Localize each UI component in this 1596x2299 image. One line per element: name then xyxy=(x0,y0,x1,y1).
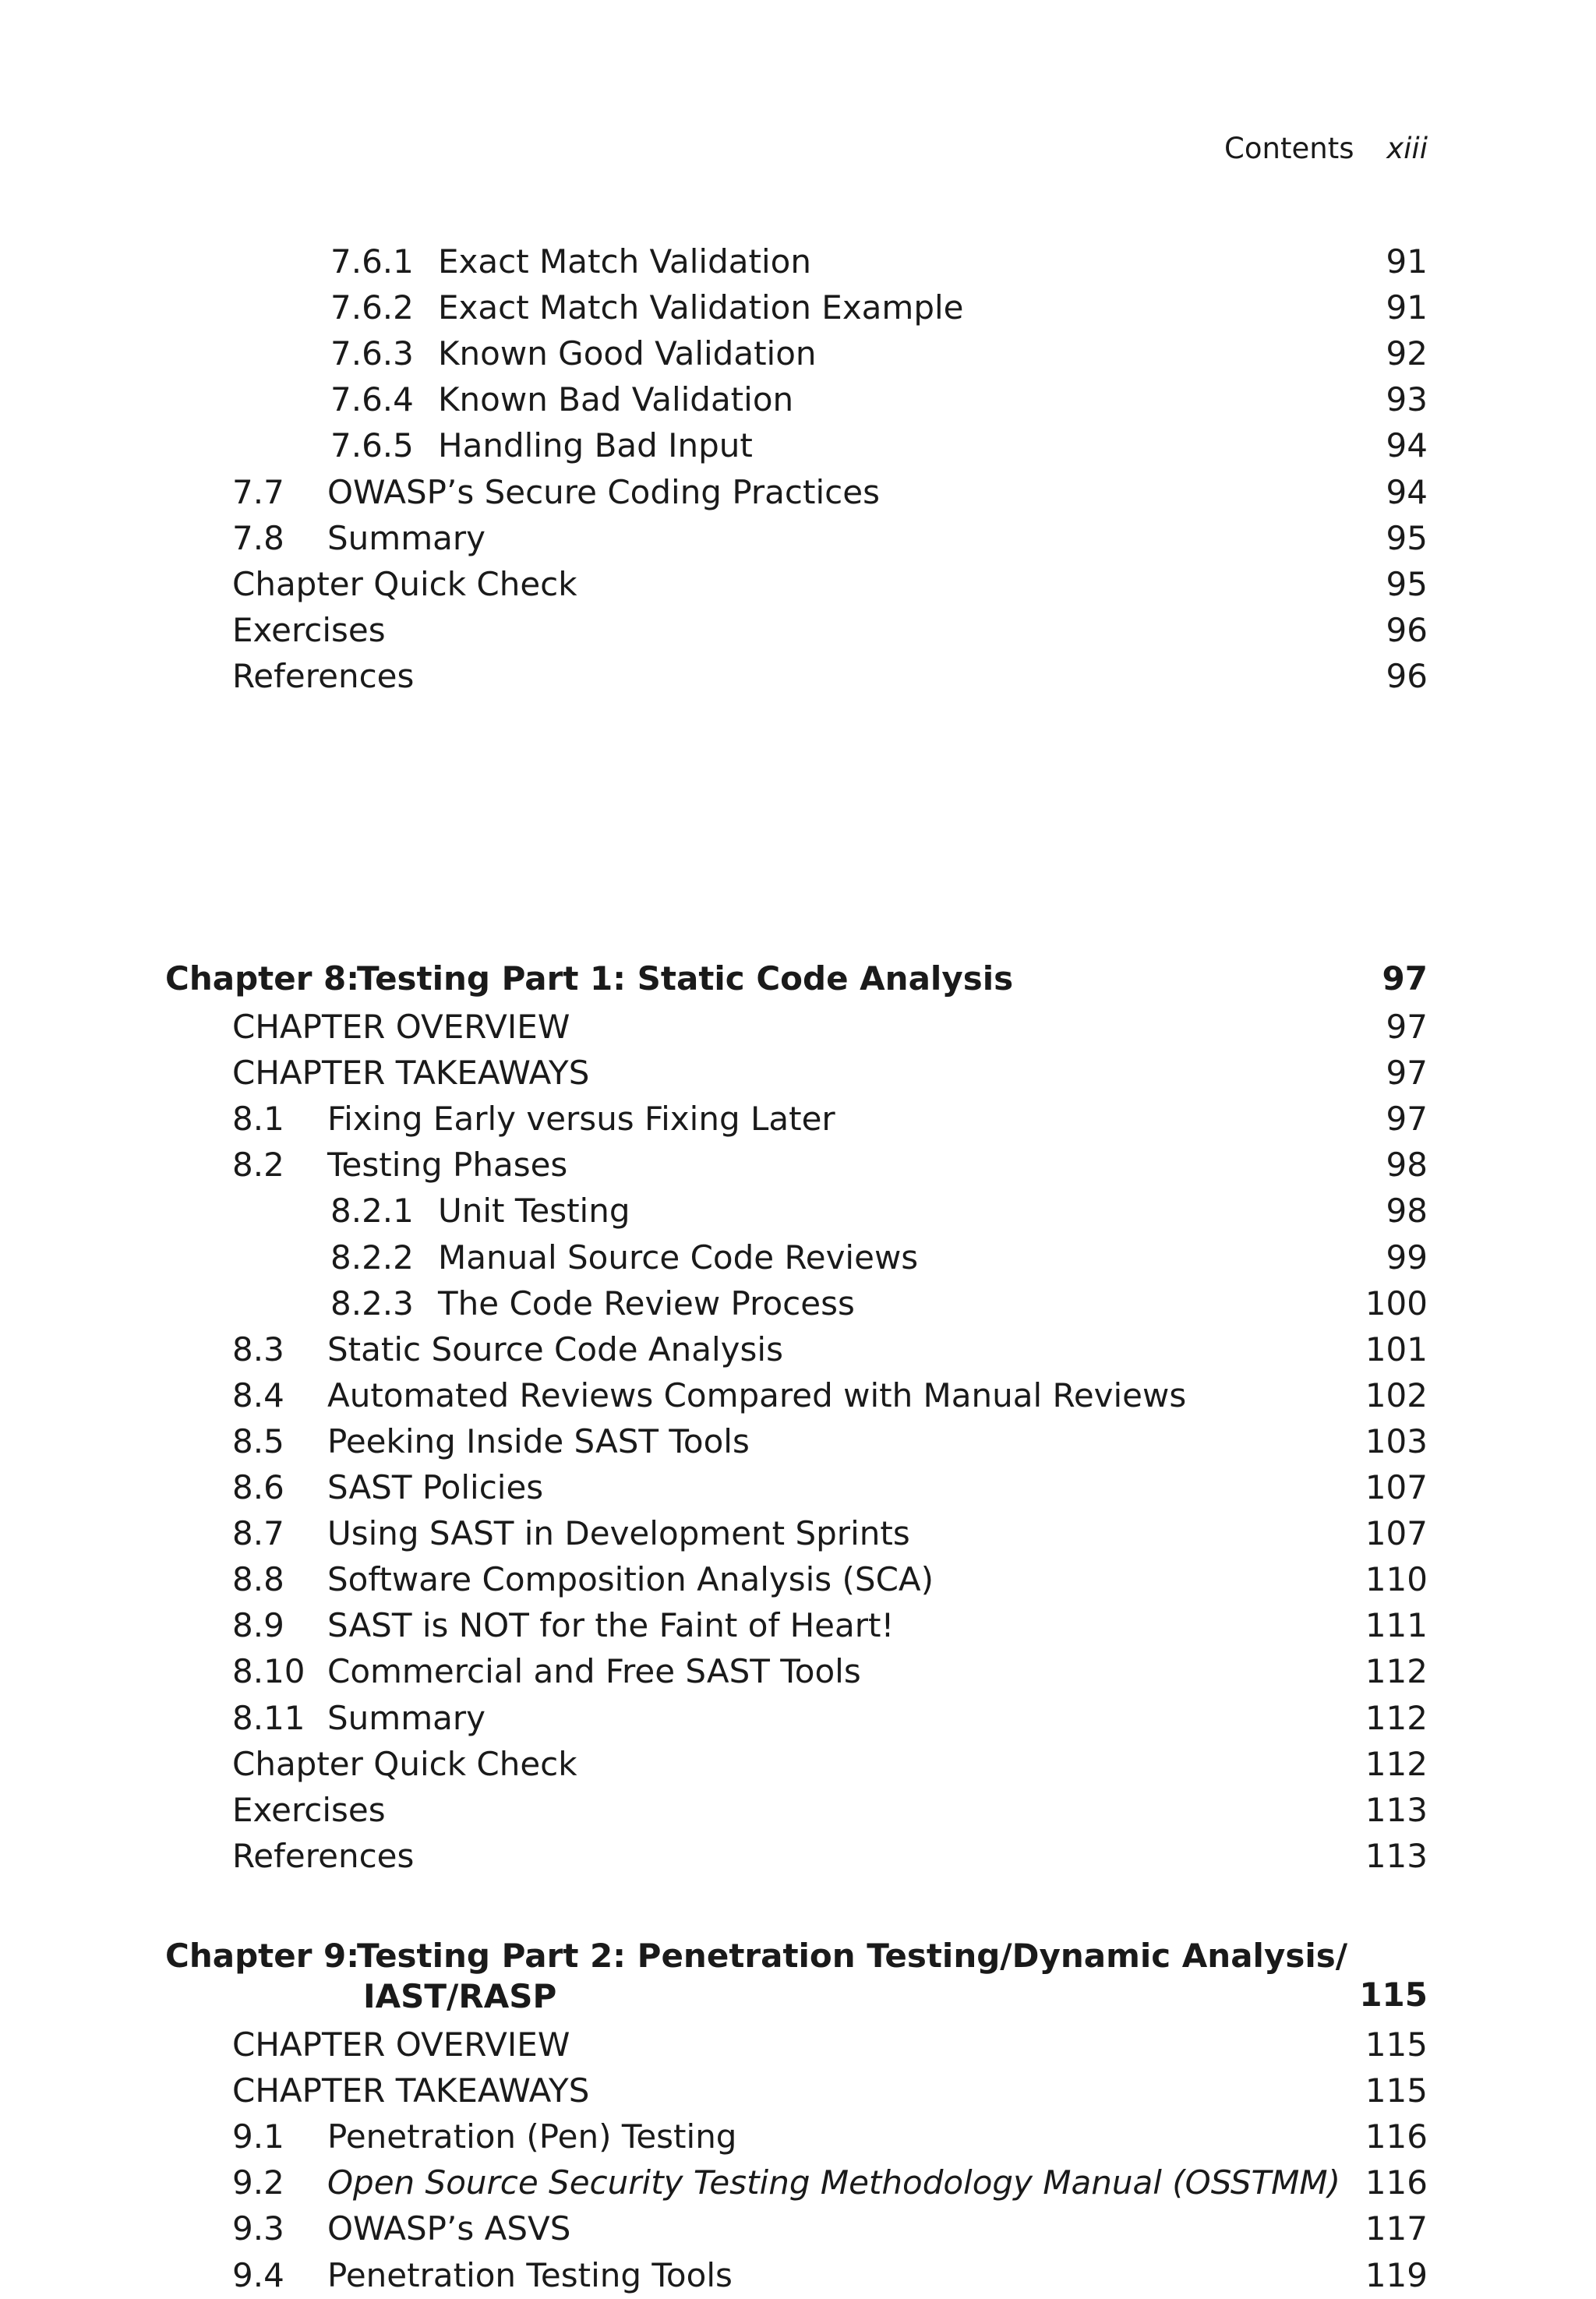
section-title: References xyxy=(232,657,415,695)
section-page-number: 96 xyxy=(1386,657,1428,695)
toc-entry-exercises[interactable] xyxy=(0,1787,1596,1834)
section-page-number: 113 xyxy=(1365,1791,1428,1829)
section-title: CHAPTER OVERVIEW xyxy=(232,2025,570,2064)
toc-entry-8-5-peeking-inside-sast-tools[interactable] xyxy=(0,1418,1596,1465)
toc-entry-chapter-quick-check[interactable] xyxy=(0,1741,1596,1788)
section-page-number: 107 xyxy=(1365,1468,1428,1506)
toc-entry-9-4-penetration-testing-tools[interactable] xyxy=(0,2252,1596,2299)
section-page-number: 115 xyxy=(1365,2025,1428,2064)
section-number: 8.8 xyxy=(232,1560,284,1598)
toc-entry-7-6-5-handling-bad-input[interactable] xyxy=(0,422,1596,469)
section-page-number: 107 xyxy=(1365,1514,1428,1552)
section-page-number: 93 xyxy=(1386,380,1428,418)
section-number: 9.4 xyxy=(232,2256,284,2294)
section-page-number: 102 xyxy=(1365,1376,1428,1414)
section-number: 8.2.1 xyxy=(330,1192,414,1230)
toc-entry-9-1-penetration-pen-testing[interactable] xyxy=(0,2114,1596,2160)
section-title: OWASP’s Secure Coding Practices xyxy=(327,473,880,511)
section-number: 7.6.5 xyxy=(330,426,414,464)
toc-entry-9-3-owasp-s-asvs[interactable] xyxy=(0,2205,1596,2252)
running-header-title: Contents xyxy=(1224,132,1354,165)
toc-entry-7-6-2-exact-match-validation-example[interactable] xyxy=(0,284,1596,331)
section-title: Exact Match Validation Example xyxy=(438,288,964,327)
section-page-number: 97 xyxy=(1386,1054,1428,1092)
section-page-number: 112 xyxy=(1365,1652,1428,1690)
toc-entry-9-2-open-source-security-testing-methodology-manual-osstmm[interactable] xyxy=(0,2160,1596,2206)
section-title: SAST is NOT for the Faint of Heart! xyxy=(327,1606,895,1644)
toc-entry-8-8-software-composition-analysis-sca[interactable] xyxy=(0,1556,1596,1603)
section-page-number: 94 xyxy=(1386,426,1428,464)
toc-entry-7-6-4-known-bad-validation[interactable] xyxy=(0,376,1596,423)
section-title: CHAPTER TAKEAWAYS xyxy=(232,1054,590,1092)
section-page-number: 98 xyxy=(1386,1146,1428,1184)
toc-entry-chapter-takeaways[interactable] xyxy=(0,2068,1596,2114)
section-title: SAST Policies xyxy=(327,1468,544,1506)
toc-entry-8-6-sast-policies[interactable] xyxy=(0,1464,1596,1511)
section-number: 8.6 xyxy=(232,1468,284,1506)
chapter-page-number: 115 xyxy=(1359,1976,1428,2014)
section-title: Chapter Quick Check xyxy=(232,565,577,603)
section-title: Summary xyxy=(327,1699,486,1737)
section-page-number: 96 xyxy=(1386,611,1428,649)
section-title: Exact Match Validation xyxy=(438,242,811,281)
chapter-page-number: 97 xyxy=(1382,959,1428,998)
toc-entry-8-9-sast-is-not-for-the-faint-of-heart[interactable] xyxy=(0,1602,1596,1649)
toc-entry-chapter-overview[interactable] xyxy=(0,1004,1596,1051)
section-title: CHAPTER OVERVIEW xyxy=(232,1008,570,1046)
running-header xyxy=(1224,131,1428,167)
toc-entry-8-3-static-source-code-analysis[interactable] xyxy=(0,1326,1596,1373)
toc-entry-exercises[interactable] xyxy=(0,607,1596,654)
running-header-page-number: xiii xyxy=(1386,132,1428,165)
toc-entry-8-2-3-the-code-review-process[interactable] xyxy=(0,1280,1596,1327)
section-page-number: 91 xyxy=(1386,242,1428,281)
section-page-number: 115 xyxy=(1365,2071,1428,2110)
section-page-number: 111 xyxy=(1365,1606,1428,1644)
section-title: The Code Review Process xyxy=(438,1284,855,1323)
section-page-number: 99 xyxy=(1386,1238,1428,1277)
chapter-number: Chapter 9: xyxy=(165,1937,360,1975)
section-title: Automated Reviews Compared with Manual Reviews xyxy=(327,1376,1187,1414)
toc-entry-chapter-quick-check[interactable] xyxy=(0,561,1596,608)
section-number: 8.1 xyxy=(232,1100,284,1138)
section-page-number: 101 xyxy=(1365,1330,1428,1368)
section-number: 8.9 xyxy=(232,1606,284,1644)
section-title: Chapter Quick Check xyxy=(232,1745,577,1783)
toc-entry-8-1-fixing-early-versus-fixing-later[interactable] xyxy=(0,1096,1596,1142)
section-page-number: 116 xyxy=(1365,2163,1428,2202)
section-page-number: 117 xyxy=(1365,2209,1428,2248)
section-number: 7.7 xyxy=(232,473,284,511)
section-number: 9.2 xyxy=(232,2163,284,2202)
section-page-number: 119 xyxy=(1365,2256,1428,2294)
section-number: 8.2.3 xyxy=(330,1284,414,1323)
toc-entry-8-7-using-sast-in-development-sprints[interactable] xyxy=(0,1510,1596,1557)
section-page-number: 112 xyxy=(1365,1745,1428,1783)
section-page-number: 112 xyxy=(1365,1699,1428,1737)
section-number: 9.3 xyxy=(232,2209,284,2248)
section-page-number: 116 xyxy=(1365,2117,1428,2156)
section-number: 7.6.4 xyxy=(330,380,414,418)
section-number: 7.8 xyxy=(232,519,284,557)
section-number: 8.4 xyxy=(232,1376,284,1414)
toc-entry-8-4-automated-reviews-compared-with-manual-reviews[interactable] xyxy=(0,1372,1596,1419)
section-number: 8.5 xyxy=(232,1422,284,1460)
section-number: 8.11 xyxy=(232,1699,305,1737)
toc-entry-7-7-owasp-s-secure-coding-practices[interactable] xyxy=(0,469,1596,516)
chapter-title-continued: IAST/RASP xyxy=(363,1977,557,2015)
section-title: References xyxy=(232,1837,415,1875)
section-page-number: 113 xyxy=(1365,1837,1428,1875)
section-title: Open Source Security Testing Methodology Manual (OSSTMM) xyxy=(327,2163,1341,2202)
toc-entry-7-6-3-known-good-validation[interactable] xyxy=(0,330,1596,377)
toc-entry-chapter-overview[interactable] xyxy=(0,2022,1596,2068)
section-page-number: 103 xyxy=(1365,1422,1428,1460)
section-number: 9.1 xyxy=(232,2117,284,2156)
section-page-number: 95 xyxy=(1386,565,1428,603)
section-page-number: 91 xyxy=(1386,288,1428,327)
section-title: Static Source Code Analysis xyxy=(327,1330,783,1368)
section-page-number: 92 xyxy=(1386,334,1428,373)
section-title: Unit Testing xyxy=(438,1192,630,1230)
section-title: Known Good Validation xyxy=(438,334,817,373)
section-page-number: 97 xyxy=(1386,1008,1428,1046)
toc-entry-references[interactable] xyxy=(0,1833,1596,1880)
section-title: Penetration (Pen) Testing xyxy=(327,2117,737,2156)
section-page-number: 100 xyxy=(1365,1284,1428,1323)
section-title: Manual Source Code Reviews xyxy=(438,1238,919,1277)
section-title: Using SAST in Development Sprints xyxy=(327,1514,910,1552)
toc-entry-7-8-summary[interactable] xyxy=(0,515,1596,562)
toc-entry-8-2-testing-phases[interactable] xyxy=(0,1142,1596,1188)
section-title: Handling Bad Input xyxy=(438,426,753,464)
section-title: Peeking Inside SAST Tools xyxy=(327,1422,750,1460)
section-page-number: 95 xyxy=(1386,519,1428,557)
section-page-number: 94 xyxy=(1386,473,1428,511)
section-title: Exercises xyxy=(232,611,386,649)
section-page-number: 110 xyxy=(1365,1560,1428,1598)
section-number: 8.10 xyxy=(232,1652,305,1690)
section-number: 8.2.2 xyxy=(330,1238,414,1277)
section-title: OWASP’s ASVS xyxy=(327,2209,571,2248)
section-title: CHAPTER TAKEAWAYS xyxy=(232,2071,590,2110)
section-title: Software Composition Analysis (SCA) xyxy=(327,1560,934,1598)
section-page-number: 98 xyxy=(1386,1192,1428,1230)
chapter-number: Chapter 8: xyxy=(165,959,360,998)
section-title: Commercial and Free SAST Tools xyxy=(327,1652,861,1690)
toc-entry-7-6-1-exact-match-validation[interactable] xyxy=(0,238,1596,285)
section-number: 7.6.2 xyxy=(330,288,414,327)
toc-entry-8-2-2-manual-source-code-reviews[interactable] xyxy=(0,1234,1596,1281)
section-number: 8.2 xyxy=(232,1146,284,1184)
section-title: Summary xyxy=(327,519,486,557)
toc-entry-8-10-commercial-and-free-sast-tools[interactable] xyxy=(0,1648,1596,1695)
section-title: Fixing Early versus Fixing Later xyxy=(327,1100,835,1138)
section-number: 8.7 xyxy=(232,1514,284,1552)
section-title: Testing Phases xyxy=(327,1146,568,1184)
toc-entry-8-2-1-unit-testing[interactable] xyxy=(0,1188,1596,1234)
section-number: 7.6.1 xyxy=(330,242,414,281)
toc-entry-references[interactable] xyxy=(0,653,1596,700)
section-number: 7.6.3 xyxy=(330,334,414,373)
section-page-number: 97 xyxy=(1386,1100,1428,1138)
section-title: Exercises xyxy=(232,1791,386,1829)
section-title: Known Bad Validation xyxy=(438,380,794,418)
toc-entry-8-11-summary[interactable] xyxy=(0,1695,1596,1742)
section-title: Penetration Testing Tools xyxy=(327,2256,733,2294)
chapter-title: Testing Part 2: Penetration Testing/Dynamic Analysis/ xyxy=(357,1937,1348,1975)
section-number: 8.3 xyxy=(232,1330,284,1368)
toc-entry-chapter-takeaways[interactable] xyxy=(0,1050,1596,1097)
chapter-title: Testing Part 1: Static Code Analysis xyxy=(357,959,1014,998)
